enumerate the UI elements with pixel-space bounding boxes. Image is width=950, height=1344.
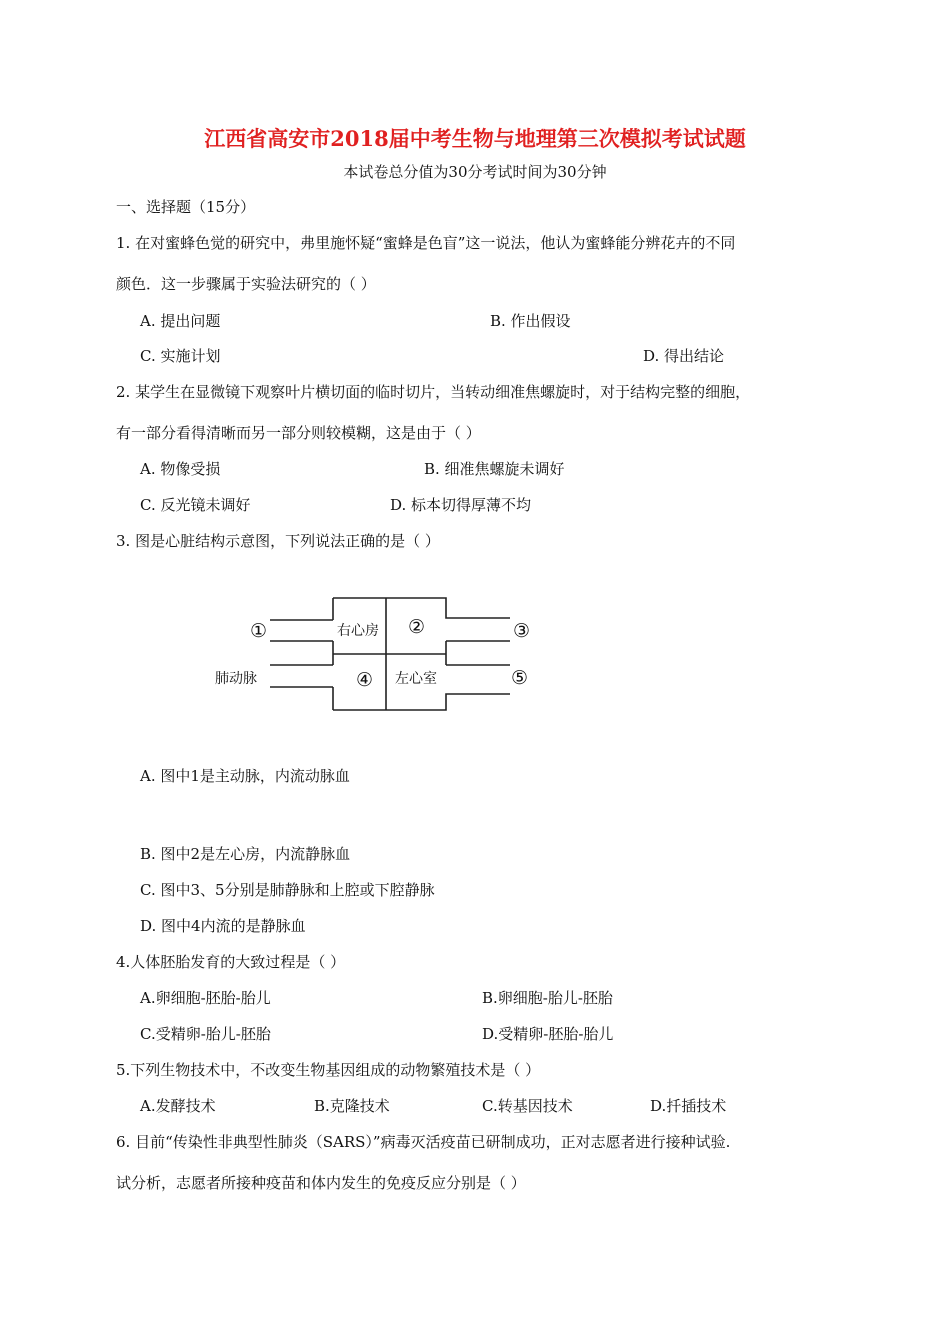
question-3-option-b: B. 图中2是左心房，内流静脉血 — [140, 845, 351, 863]
label-right-atrium: 右心房 — [337, 623, 379, 639]
question-5-option-a: A.发酵技术 — [140, 1097, 216, 1115]
question-2-option-c: C. 反光镜未调好 — [140, 496, 251, 514]
heart-outline-bottom — [333, 694, 510, 710]
question-1-line-1: 1. 在对蜜蜂色觉的研究中，弗里施怀疑“蜜蜂是色盲”这一说法，他认为蜜蜂能分辨花卉的不同 — [116, 234, 736, 252]
question-5-option-c: C.转基因技术 — [482, 1097, 573, 1115]
section-heading: 一、选择题（15分） — [116, 198, 256, 216]
page-subtitle: 本试卷总分值为30分考试时间为30分钟 — [343, 163, 607, 181]
question-2-option-b: B. 细准焦螺旋未调好 — [424, 460, 565, 478]
question-4-option-b: B.卵细胞-胎儿-胚胎 — [482, 989, 613, 1007]
label-number-5: ⑤ — [511, 667, 529, 689]
question-2-option-a: A. 物像受损 — [140, 460, 221, 478]
question-3-line-1: 3. 图是心脏结构示意图，下列说法正确的是（ ） — [116, 532, 440, 550]
question-1-option-a: A. 提出问题 — [140, 312, 221, 330]
label-pulmonary-artery: 肺动脉 — [215, 671, 257, 687]
question-3-option-c: C. 图中3、5分别是肺静脉和上腔或下腔静脉 — [140, 881, 435, 899]
heart-outline-top — [333, 598, 510, 618]
question-6-line-1: 6. 目前“传染性非典型性肺炎（SARS）”病毒灭活疫苗已研制成功，正对志愿者进行接种试验. — [116, 1133, 731, 1151]
question-4-option-a: A.卵细胞-胚胎-胎儿 — [140, 989, 271, 1007]
question-5-option-b: B.克隆技术 — [314, 1097, 390, 1115]
question-2-line-1: 2. 某学生在显微镜下观察叶片横切面的临时切片，当转动细准焦螺旋时，对于结构完整的细胞， — [116, 383, 751, 401]
label-number-1: ① — [250, 620, 268, 642]
question-1-option-d: D. 得出结论 — [643, 347, 725, 365]
question-1-option-b: B. 作出假设 — [490, 312, 571, 330]
question-4-option-c: C.受精卵-胎儿-胚胎 — [140, 1025, 271, 1043]
question-1-option-c: C. 实施计划 — [140, 347, 221, 365]
question-3-option-a: A. 图中1是主动脉，内流动脉血 — [140, 767, 350, 785]
page-title: 江西省高安市2018届中考生物与地理第三次模拟考试试题 — [204, 126, 746, 151]
question-2-line-2: 有一部分看得清晰而另一部分则较模糊，这是由于（ ） — [116, 424, 481, 442]
question-5-option-d: D.扦插技术 — [650, 1097, 727, 1115]
question-5-line-1: 5.下列生物技术中，不改变生物基因组成的动物繁殖技术是（ ） — [116, 1061, 541, 1079]
question-4-option-d: D.受精卵-胚胎-胎儿 — [482, 1025, 614, 1043]
label-number-2: ② — [408, 616, 426, 638]
question-3-option-d: D. 图中4内流的是静脉血 — [140, 917, 306, 935]
question-1-line-2: 颜色．这一步骤属于实验法研究的（ ） — [116, 275, 376, 293]
question-6-line-2: 试分析，志愿者所接种疫苗和体内发生的免疫反应分别是（ ） — [116, 1174, 526, 1192]
label-number-3: ③ — [513, 620, 531, 642]
question-2-option-d: D. 标本切得厚薄不均 — [390, 496, 532, 514]
label-left-ventricle: 左心室 — [395, 671, 437, 687]
question-4-line-1: 4.人体胚胎发育的大致过程是（ ） — [116, 953, 346, 971]
label-number-4: ④ — [356, 669, 374, 691]
